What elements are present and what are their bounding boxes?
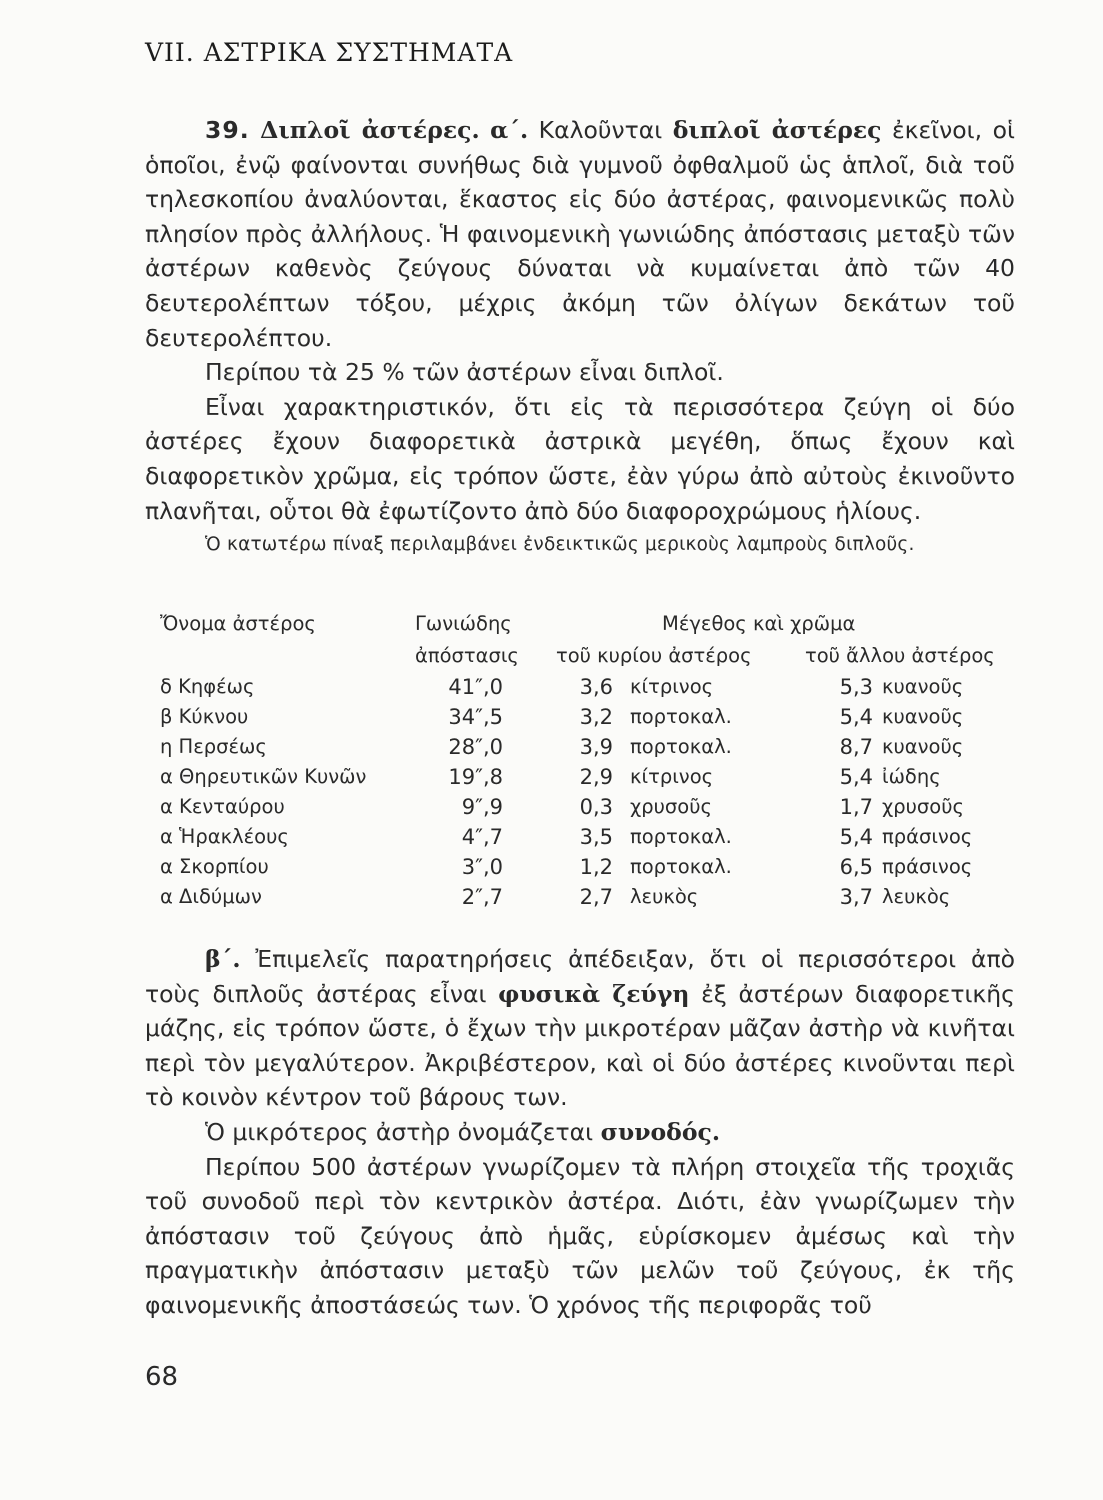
star-name: α Θηρευτικῶν Κυνῶν — [160, 765, 367, 788]
companion-colour: κυανοῦς — [882, 675, 964, 698]
header-main-star: τοῦ κυρίου ἀστέρος — [556, 644, 752, 667]
companion-magnitude: 5,4 — [839, 765, 873, 789]
table-intro: Ὁ κατωτέρω πίναξ περιλαμβάνει ἐνδεικτικῶς μερικοὺς λαμπροὺς διπλοῦς. — [205, 534, 915, 556]
table-row — [160, 885, 1020, 915]
main-colour: πορτοκαλ. — [630, 825, 732, 848]
main-magnitude: 2,7 — [579, 885, 613, 909]
table-row — [160, 795, 1020, 825]
paragraph-characteristics: Εἶναι χαρακτηριστικόν, ὅτι εἰς τὰ περισσότερα ζεύγη οἱ δύο ἀστέρες ἔχουν διαφορετικὰ ἀστρικὰ μεγέθη, ὅπως ἔχουν καὶ διαφορετικὸν χρῶμα, εἰς τρόπον ὥστε, ἐὰν γύρω ἀπὸ αὐτοὺς ἐκινοῦντο πλανῆται, οὗτοι θὰ ἐφωτίζοντο ἀπὸ δύο διαφοροχρώμους ἡλίους. — [145, 392, 1015, 525]
header-other-star: τοῦ ἄλλου ἀστέρος — [805, 644, 995, 667]
bold-term: διπλοῖ ἀστέρες — [672, 116, 882, 144]
header-name: Ὄνομα ἀστέρος — [160, 612, 316, 635]
header-magnitude-colour: Μέγεθος καὶ χρῶμα — [662, 612, 856, 635]
paragraph-orbits: Περίπου 500 ἀστέρων γνωρίζομεν τὰ πλήρη στοιχεῖα τῆς τροχιᾶς τοῦ συνοδοῦ περὶ τὸν κεντρικὸν ἀστέρα. Διότι, ἐὰν γνωρίζωμεν τὴν ἀπόστασιν τοῦ ζεύγους ἀπὸ ἡμᾶς, εὑρίσκομεν ἀμέσως καὶ τὴν πραγματικὴν ἀπόστασιν μεταξὺ τῶν μελῶν τοῦ ζεύγους, ἐκ τῆς φαινομενικῆς ἀποστάσεώς των. Ὁ χρόνος τῆς περιφορᾶς τοῦ — [145, 1152, 1015, 1319]
main-colour: κίτρινος — [630, 675, 714, 698]
angular-distance: 3″,0 — [461, 855, 503, 879]
table-row — [160, 765, 1020, 795]
main-colour: πορτοκαλ. — [630, 855, 732, 878]
header-distance-line2: ἀπόστασις — [415, 644, 519, 667]
main-magnitude: 3,2 — [579, 705, 613, 729]
bold-term: συνοδός. — [600, 1117, 721, 1146]
paragraph-companion — [145, 1115, 1015, 1150]
angular-distance: 28″,0 — [448, 735, 503, 759]
companion-magnitude: 8,7 — [839, 735, 873, 759]
bold-term: φυσικὰ ζεύγη — [498, 979, 690, 1008]
angular-distance: 19″,8 — [448, 765, 503, 789]
companion-magnitude: 5,4 — [839, 825, 873, 849]
companion-colour: πράσινος — [882, 855, 973, 878]
header-distance-line1: Γωνιώδης — [415, 612, 512, 635]
text-span: Ἐπιμελεῖς παρατηρήσεις ἀπέδειξαν, ὅτι οἱ περισσότεροι ἀπὸ τοὺς διπλοῦς ἀστέρας εἶναι — [145, 945, 1015, 1008]
star-name: δ Κηφέως — [160, 675, 255, 698]
text-span: ἐξ ἀστέρων διαφορετικῆς μάζης, εἰς τρόπον ὥστε, ὁ ἔχων τὴν μικροτέραν μᾶζαν ἀστὴρ νὰ κινῆται περὶ τὸν μεγαλύτερον. Ἀκριβέστερον, καὶ οἱ δύο ἀστέρες κινοῦνται περὶ τὸ κοινὸν κέντρον τοῦ βάρους των. — [145, 979, 1015, 1112]
companion-colour: κυανοῦς — [882, 705, 964, 728]
companion-colour: λευκὸς — [882, 885, 951, 908]
subsection-label-a: α΄. — [490, 116, 529, 144]
companion-magnitude: 3,7 — [839, 885, 873, 909]
angular-distance: 9″,9 — [461, 795, 503, 819]
section-39 — [145, 113, 1015, 560]
table-row — [160, 705, 1020, 735]
section-title: Διπλοῖ ἀστέρες. — [260, 116, 480, 144]
main-magnitude: 0,3 — [579, 795, 613, 819]
companion-colour: κυανοῦς — [882, 735, 964, 758]
main-colour: χρυσοῦς — [630, 795, 712, 818]
chapter-title: VII. ΑΣΤΡΙΚΑ ΣΥΣΤΗΜΑΤΑ — [145, 38, 514, 67]
table-row — [160, 855, 1020, 885]
companion-colour: χρυσοῦς — [882, 795, 964, 818]
main-magnitude: 3,5 — [579, 825, 613, 849]
section-beta — [145, 942, 1015, 1323]
companion-magnitude: 1,7 — [839, 795, 873, 819]
angular-distance: 4″,7 — [461, 825, 503, 849]
page-number: 68 — [145, 1362, 179, 1392]
main-magnitude: 3,9 — [579, 735, 613, 759]
main-colour: λευκὸς — [630, 885, 699, 908]
main-colour: πορτοκαλ. — [630, 705, 732, 728]
main-colour: κίτρινος — [630, 765, 714, 788]
main-magnitude: 1,2 — [579, 855, 613, 879]
star-name: η Περσέως — [160, 735, 267, 758]
subsection-label-b: β΄. — [205, 945, 241, 973]
paragraph-percentage: Περίπου τὰ 25 % τῶν ἀστέρων εἶναι διπλοῖ. — [205, 358, 724, 387]
companion-magnitude: 5,4 — [839, 705, 873, 729]
main-colour: πορτοκαλ. — [630, 735, 732, 758]
star-name: α Ἡρακλέους — [160, 825, 289, 848]
section-number: 39. — [205, 116, 250, 144]
angular-distance: 34″,5 — [448, 705, 503, 729]
star-name: α Σκορπίου — [160, 855, 269, 878]
companion-magnitude: 6,5 — [839, 855, 873, 879]
text-span: ἐκεῖνοι, οἱ ὁποῖοι, ἐνῷ φαίνονται συνήθως διὰ γυμνοῦ ὀφθαλμοῦ ὡς ἁπλοῖ, διὰ τοῦ τηλεσκοπίου ἀναλύονται, ἕκαστος εἰς δύο ἀστέρας, φαινομενικῶς πολὺ πλησίον πρὸς ἀλλήλους. Ἡ φαινομενικὴ γωνιώδης ἀπόστασις μεταξὺ τῶν ἀστέρων καθενὸς ζεύγους δύναται νὰ κυμαίνεται ἀπὸ τῶν 40 δευτερολέπτων τόξου, μέχρις ἀκόμη τῶν ὀλίγων δεκάτων τοῦ δευτερολέπτου. — [145, 116, 1015, 352]
table-row — [160, 825, 1020, 855]
companion-colour: ἰώδης — [882, 765, 941, 788]
main-magnitude: 3,6 — [579, 675, 613, 699]
table-row — [160, 735, 1020, 765]
angular-distance: 2″,7 — [461, 885, 503, 909]
paragraph-definition — [145, 113, 1015, 355]
main-magnitude: 2,9 — [579, 765, 613, 789]
companion-magnitude: 5,3 — [839, 675, 873, 699]
text-span: Καλοῦνται — [538, 116, 663, 144]
star-name: β Κύκνου — [160, 705, 249, 728]
star-name: α Διδύμων — [160, 885, 262, 908]
angular-distance: 41″,0 — [448, 675, 503, 699]
star-name: α Κενταύρου — [160, 795, 285, 818]
table-row — [160, 675, 1020, 705]
companion-colour: πράσινος — [882, 825, 973, 848]
paragraph-physical-pairs — [145, 942, 1015, 1115]
text-span: Ὁ μικρότερος ἀστὴρ ὀνομάζεται — [205, 1117, 594, 1146]
